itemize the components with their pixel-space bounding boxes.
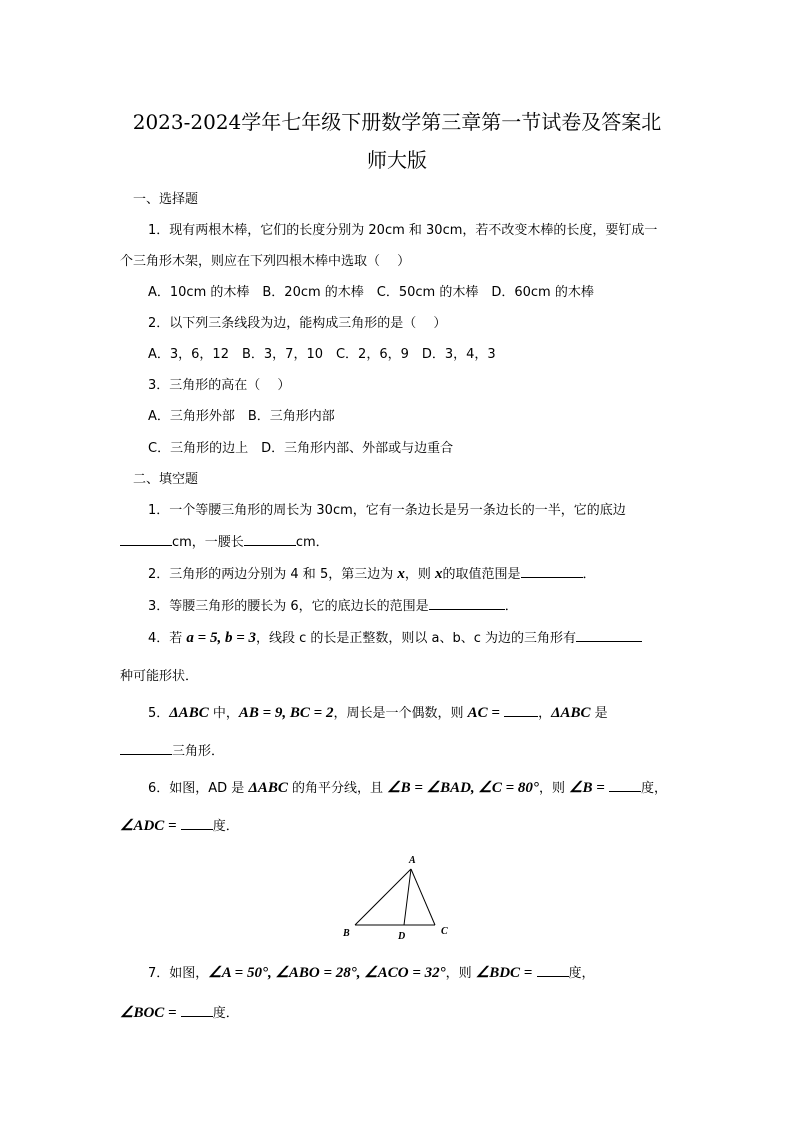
- label-c: C: [441, 926, 448, 937]
- text: 度．: [212, 819, 239, 834]
- fill-q6-text: [148, 777, 667, 797]
- answer-blank[interactable]: [521, 565, 583, 578]
- fill-q2-text: [148, 563, 596, 583]
- math-x: x: [434, 566, 443, 582]
- fill-q7-text: [148, 962, 595, 982]
- text: cm，一腰长: [172, 535, 244, 550]
- label-b: B: [343, 928, 350, 939]
- fill-q7-cont: [120, 1002, 239, 1022]
- label-d: D: [398, 931, 406, 942]
- mc-q1-text: 1．现有两根木棒，它们的长度分别为 20cm 和 30cm，若不改变木棒的长度，要钉成一: [148, 223, 658, 238]
- text: 是: [590, 706, 608, 721]
- text: 5．: [148, 706, 170, 721]
- text: 6．如图，AD 是: [148, 781, 249, 796]
- math-expression: ΔABC: [169, 705, 209, 721]
- answer-blank[interactable]: [181, 817, 213, 830]
- text: ，则: [445, 966, 476, 981]
- math-expression: a = 5, b = 3: [186, 630, 257, 646]
- text: 度．: [212, 1006, 239, 1021]
- answer-blank[interactable]: [504, 704, 538, 717]
- mc-q1-text-cont: 个三角形木架，则应在下列四根木棒中选取（ ）: [120, 254, 411, 269]
- text: 2．三角形的两边分别为 4 和 5，第三边为: [148, 567, 398, 582]
- math-x: x: [397, 566, 405, 582]
- text: ，线段 c 的长是正整数，则以 a、b、c 为边的三角形有: [256, 631, 577, 646]
- text: ，则: [538, 781, 570, 796]
- text: ，: [538, 706, 552, 721]
- math-expression: ∠BDC =: [475, 965, 533, 981]
- math-expression: ∠BOC =: [120, 1005, 177, 1021]
- text: 度，: [568, 966, 595, 981]
- bisector-ad: [404, 869, 411, 925]
- answer-blank[interactable]: [181, 1004, 213, 1017]
- section-heading-fill: 二、填空题: [133, 472, 199, 487]
- fill-q4-text: [148, 627, 642, 647]
- doc-title-line1: 2023-2024学年七年级下册数学第三章第一节试卷及答案北: [132, 110, 662, 134]
- fill-q1-text: 1．一个等腰三角形的周长为 30cm，它有一条边长是另一条边长的一半，它的底边: [148, 503, 626, 518]
- text: ．: [582, 567, 596, 582]
- answer-blank[interactable]: [120, 533, 172, 546]
- text: 中，: [208, 706, 239, 721]
- text: ，周长是一个偶数，则: [333, 706, 468, 721]
- math-expression: AC =: [467, 705, 500, 721]
- fill-q1-cont: [120, 531, 329, 550]
- math-expression: ∠B =: [569, 780, 605, 796]
- text: 的取值范围是: [442, 567, 521, 582]
- doc-title-line2: 师大版: [367, 148, 427, 172]
- mc-q2-options: A．3，6，12 B．3，7，10 C．2，6，9 D．3，4，3: [148, 347, 496, 362]
- math-expression: AB = 9, BC = 2: [238, 705, 334, 721]
- text: ，则: [404, 567, 435, 582]
- mc-q3-options-cd: C．三角形的边上 D．三角形内部、外部或与边重合: [148, 441, 454, 456]
- side-ab: [355, 869, 411, 925]
- text: 三角形．: [172, 744, 225, 759]
- answer-blank[interactable]: [576, 629, 642, 642]
- mc-q3-text: 3．三角形的高在（ ）: [148, 378, 291, 393]
- fill-q3-text: [148, 595, 518, 614]
- text: 3．等腰三角形的腰长为 6，它的底边长的范围是: [148, 599, 429, 614]
- section-heading-choice: 一、选择题: [133, 192, 199, 207]
- text: ．: [504, 599, 518, 614]
- fill-q4-cont: 种可能形状．: [120, 669, 199, 684]
- triangle-figure: [335, 848, 465, 943]
- answer-blank[interactable]: [537, 964, 569, 977]
- text: 度，: [640, 781, 667, 796]
- answer-blank[interactable]: [120, 742, 172, 755]
- math-expression: ∠ADC =: [120, 818, 177, 834]
- math-expression: ΔABC: [248, 780, 288, 796]
- math-expression: ∠A = 50°, ∠ABO = 28°, ∠ACO = 32°: [208, 965, 446, 981]
- answer-blank[interactable]: [609, 779, 641, 792]
- mc-q1-options: A．10cm 的木棒 B．20cm 的木棒 C．50cm 的木棒 D．60cm 的木棒: [148, 285, 594, 300]
- text: 4．若: [148, 631, 187, 646]
- answer-blank[interactable]: [429, 597, 505, 610]
- fill-q5-cont: [120, 740, 224, 759]
- side-ac: [411, 869, 435, 925]
- mc-q3-options-ab: A．三角形外部 B．三角形内部: [148, 409, 335, 424]
- math-expression: ΔABC: [551, 705, 591, 721]
- math-expression: ∠B = ∠BAD, ∠C = 80°: [387, 780, 539, 796]
- text: cm．: [295, 535, 329, 550]
- text: 7．如图，: [148, 966, 209, 981]
- label-a: A: [409, 855, 416, 866]
- mc-q2-text: 2．以下列三条线段为边，能构成三角形的是（ ）: [148, 316, 447, 331]
- fill-q6-cont: [120, 815, 239, 835]
- fill-q5-text: [148, 702, 608, 722]
- answer-blank[interactable]: [244, 533, 296, 546]
- text: 的角平分线，且: [287, 781, 388, 796]
